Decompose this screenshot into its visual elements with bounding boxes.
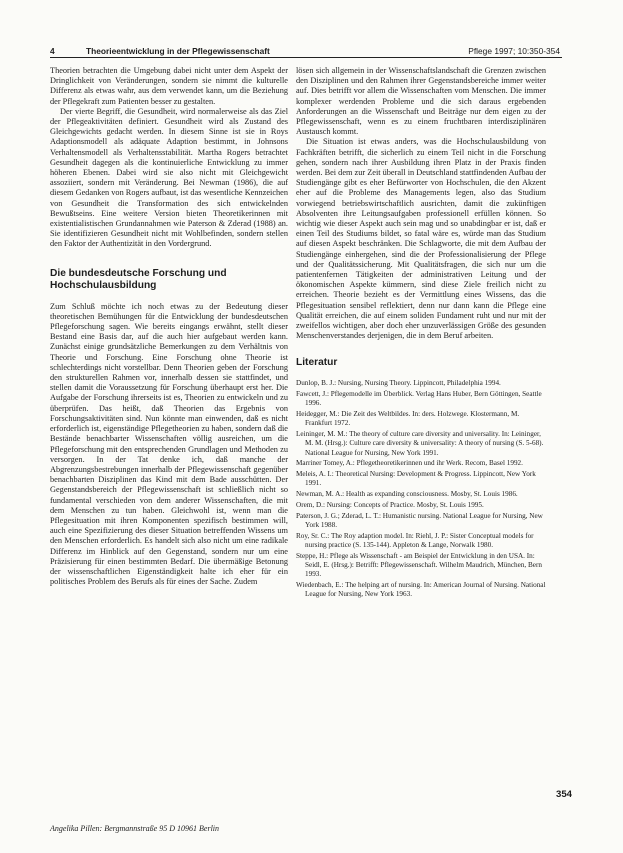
body-paragraph: Zum Schluß möchte ich noch etwas zu der Bedeutung dieser theoretischen Bemühungen für die Entwicklung der bundesdeutschen Pflegeforschung sagen. Wie bereits eingangs erwähnt, stellt dieser Bestand eine Basis dar, auf die auch hier aufgebaut werden kann. Zunächst einige grundsätzliche Bemerkungen zu dem Verhältnis von Theorie und Forschung. Eine Forschung ohne Theorie ist schlechterdings nicht vorstellbar. Denn Theorien geben der Forschung den strukturellen Rahmen vor, innerhalb dessen sie stattfindet, und stellen damit die Voraussetzung für Forschung überhaupt erst her. Die Aufgabe der Forschung ihrerseits ist es, Theorien zu entwickeln und zu überprüfen. Das heißt, daß Theorien das Ergebnis von Forschungsaktivitäten sind. Nun könnte man einwenden, daß es nicht erforderlich ist, eigenständige Pflegetheorien zu haben, sondern daß die Bestände benachbarter Wissenschaften völlig ausreichen, um die Pflegeforschung mit den entsprechenden Grundlagen und Methoden zu versorgen. In der Tat denke ich, daß manche der Abgrenzungsbestrebungen innerhalb der Pflegewissenschaft gegenüber benachbarten Disziplinen das Kind mit dem Bade ausschütten. Der Gegenstandsbereich der Pflegewissenschaft ist schließlich nicht so fundamental verschieden von dem anderer Wissenschaften, die mit dem Menschen zu tun haben. Gleichwohl ist, wenn man die Pflegesituation mit ihren Komponenten spezifisch bestimmen will, auch eine Spezifizierung des dieser Situation betreffenden Wissens um den Menschen erforderlich. Es handelt sich also nicht um eine radikale Differenz im Hinblick auf den Gegenstand, sondern nur um eine Präzisierung für einen bestimmten Bedarf. Die übermäßige Betonung der wissenschaftlichen Eigenständigkeit halte ich eher für ein politisches Problem des Berufs als für eines der Sache. Zudem bbox=[50, 301, 288, 587]
header-rule bbox=[50, 57, 562, 58]
reference-item: Orem, D.: Nursing: Concepts of Practice. Mosby, St. Louis 1995. bbox=[296, 501, 484, 510]
body-paragraph: lösen sich allgemein in der Wissenschaftslandschaft die Grenzen zwischen den Disziplinen und den Rahmen ihrer Gegenstandsbereiche immer weiter auf. Dies betrifft vor allem die Wissenschaften vom Menschen. Die immer komplexer werdenden Probleme und die sich daraus ergebenden Anforderungen an die Wissenschaft und Beiträge nur dem eigen zu der Pflegewissenschaft, wenn es zu einem fruchtbaren interdisziplinären Austausch kommt. bbox=[296, 66, 546, 137]
reference-item: Heidegger, M.: Die Zeit des Weltbildes. In: ders. Holzwege. Klostermann, M. Frankfurt 1972. bbox=[296, 410, 520, 428]
page-number: 354 bbox=[556, 789, 573, 800]
body-paragraph: Theorien betrachten die Umgebung dabei nicht unter dem Aspekt der Dringlichkeit von Veränderungen, sondern sie nimmt die kulturelle Differenz als etwas wahr, aus dem verwendet kann, um die Beziehung der Pflegekraft zum Patienten besser zu gestalten. bbox=[50, 66, 288, 106]
reference-item: Meleis, A. I.: Theoretical Nursing: Development & Progress. Lippincott, New York 1991. bbox=[296, 470, 536, 488]
body-paragraph: Der vierte Begriff, die Gesundheit, wird normalerweise als das Ziel der Pflegeaktivitäten definiert. Gesundheit wird als Zustand des Gleichgewichts gedacht werden. In diesem Sinne ist sie in Roys Adaptionsmodell als adäquate Adaption bestimmt, in Johnsons Verhaltensmodell als Verhaltensstabilität. Martha Rogers betrachtet Gesundheit dagegen als die kontinuierliche Entwicklung zu immer höheren Ebenen. Dabei wird sie also nicht mit Gleichgewicht assoziiert, sondern mit Veränderung. Bei Newman (1986), die auf diesem Gedanken von Rogers aufbaut, ist das wesentliche Kennzeichen von Gesundheit die Transformation des sich entwickelnden Bewußtseins. Eine weitere Version bieten Theoretikerinnen mit existentialistischen Grundannahmen wie Paterson & Zderad (1988) an. Sie identifizieren Gesundheit nicht mit Wohlbefinden, sondern stellen den Faktor der Authentizität in den Vordergrund. bbox=[50, 106, 288, 249]
reference-item: Leininger, M. M.: The theory of culture care diversity and universality. In: Leininger, M. M. (Hrsg.): Culture care diversity & universality: A theory of nursing (S. 5-68). National League for Nursing, New York 1991. bbox=[296, 430, 544, 457]
author-address: Angelika Pillen: Bergmannstraße 95 D 10961 Berlin bbox=[50, 824, 220, 833]
right-column bbox=[296, 66, 546, 601]
reference-item: Marriner Tomey, A.: Pflegetheoretikerinnen und ihr Werk. Recom, Basel 1992. bbox=[296, 459, 523, 468]
reference-list bbox=[296, 379, 546, 599]
reference-item: Wiedenbach, E.: The helping art of nursing. In: American Journal of Nursing. National League for Nursing, New York 1963. bbox=[296, 581, 546, 599]
left-column bbox=[50, 66, 288, 587]
body-paragraph: Die Situation ist etwas anders, was die Hochschulausbildung von Fachkräften betrifft, die sicherlich zu einem Teil nicht in die Forschung gehen, sondern nach ihrer Ausbildung ihren Platz in der Praxis finden werden. Bei dem zur Zeit überall in Deutschland stattfindenden Aufbau der Studiengänge gibt es eher Befürworter von Hochschulen, die den Akzent eher auf die Probleme des Managements legen, also das Studium vorwiegend betriebswirtschaftlich ausrichten, damit die zukünftigen Absolventen ihre Leitungsaufgaben professionell erfüllen können. So wichtig wie dieser Aspekt auch sein mag und so unabdingbar er ist, daß er einen Teil des Studiums bildet, so fatal wäre es, würde man das Studium auf diesen Aspekt beschränken. Die Schlagworte, die mit dem Aufbau der Studiengänge einhergehen, sind die der Professionalisierung der Pflege und der Qualitätssicherung. Mit Qualitätsfragen, die sich nur um die patientenfernen Tätigkeiten der administrativen Leitung und der ökonomischen Aspekte kümmern, sind diese Ziele freilich nicht zu erreichen. Theorie bezieht es der Vermittlung eines Wissens, das die Pflegesituation sensibel reflektiert, denn nur dann kann die Pflege eine Qualität erreichen, die auf einem soliden Fundament ruht und nur mit der zweifellos wichtigen, aber doch eher unzuverlässigen Größe des gesunden Menschenverstandes derjenigen, die in dem Beruf arbeiten. bbox=[296, 137, 546, 341]
section-heading: Die bundesdeutsche Forschung und Hochschulausbildung bbox=[50, 267, 227, 291]
header-page-number: 4 bbox=[50, 46, 55, 56]
reference-item: Fawcett, J.: Pflegemodelle im Überblick. Verlag Hans Huber, Bern Göttingen, Seattle 1996. bbox=[296, 390, 542, 408]
reference-item: Dunlop, B. J.: Nursing, Nursing Theory. Lippincott, Philadelphia 1994. bbox=[296, 379, 501, 388]
reference-item: Roy, Sr. C.: The Roy adaption model. In: Riehl, J. P.: Sister Conceptual models for nursing practice (S. 135-144). Appleton & Lange, Norwalk 1980. bbox=[296, 531, 534, 550]
references-heading: Literatur bbox=[296, 357, 338, 369]
reference-item: Newman, M. A.: Health as expanding consciousness. Mosby, St. Louis 1986. bbox=[296, 490, 518, 499]
reference-item: Paterson, J. G.; Zderad, L. T.: Humanistic nursing. National League for Nursing, New York 1988. bbox=[296, 511, 543, 530]
reference-item: Steppe, H.: Pflege als Wissenschaft - am Beispiel der Entwicklung in den USA. In: Seidl, E. (Hrsg.): Betrifft: Pflegewissenschaft. Wilhelm Maudrich, München, Bern 1993. bbox=[296, 551, 542, 579]
header-title: Theorieentwicklung in der Pflegewissenschaft bbox=[86, 46, 270, 56]
header-citation: Pflege 1997; 10:350-354 bbox=[468, 46, 560, 56]
